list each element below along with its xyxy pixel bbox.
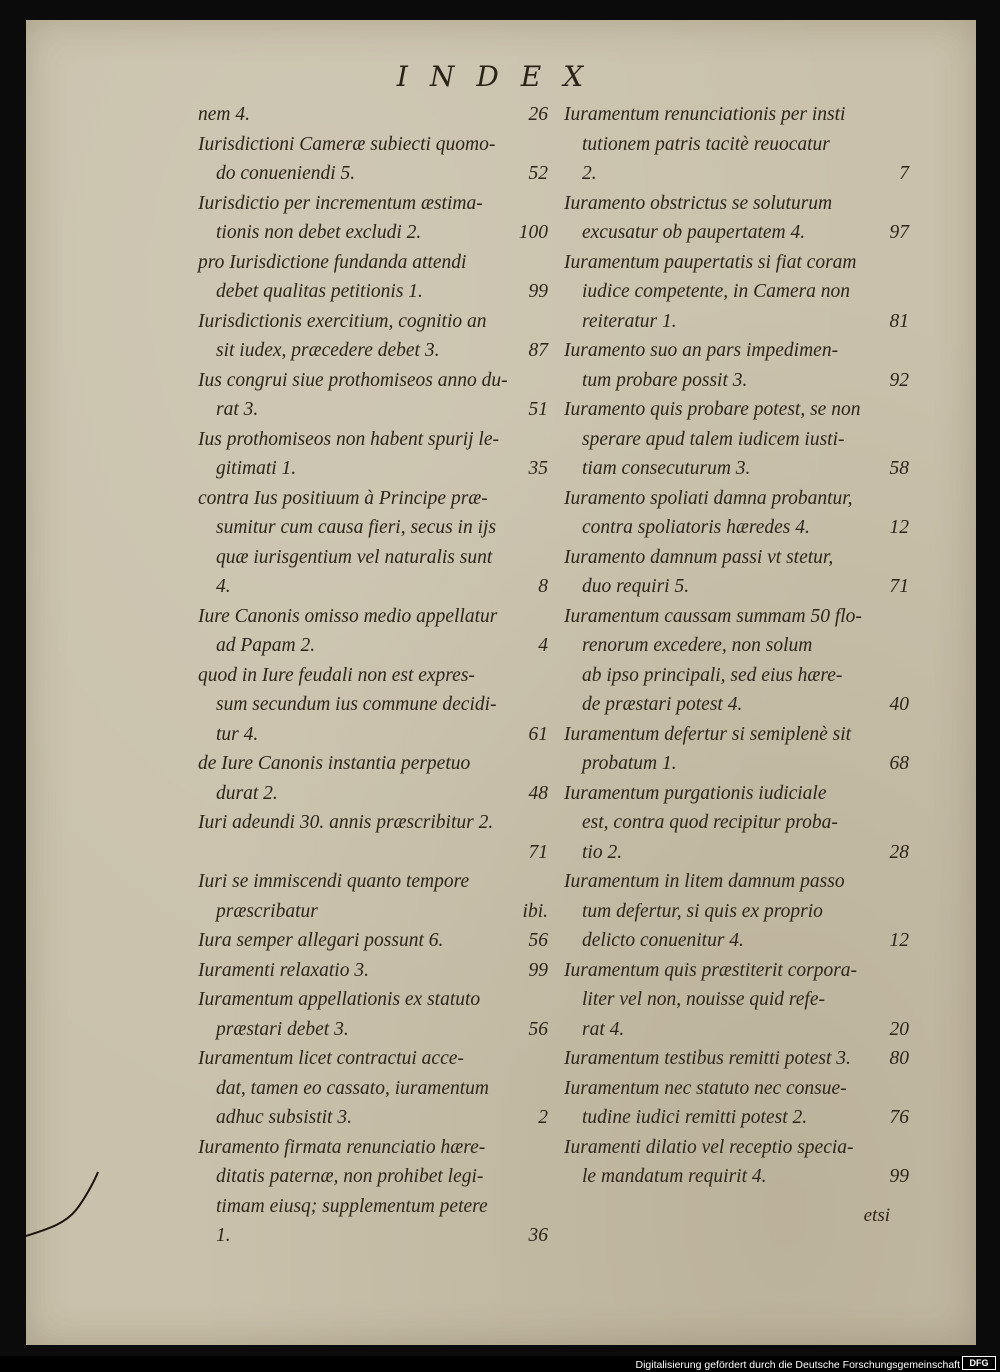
index-entry bbox=[198, 926, 548, 956]
entry-line: Iura semper allegari possunt 6. 56 bbox=[198, 926, 548, 956]
index-entry bbox=[198, 130, 548, 189]
page-reference: 92 bbox=[889, 369, 909, 391]
entry-line: Iuramento suo an pars impedimen- bbox=[564, 340, 839, 361]
entry-line: Iurisdictio per incrementum æstima- bbox=[198, 192, 483, 214]
entry-line: Iuramento obstrictus se soluturum bbox=[564, 192, 833, 214]
entry-line: Iuramenti dilatio vel receptio specia- bbox=[564, 1136, 854, 1158]
entry-line: Iuri adeundi 30. annis præscribitur 2. bbox=[198, 812, 494, 833]
page-reference: 71 bbox=[528, 841, 548, 863]
left-index-column bbox=[198, 100, 548, 1251]
page-reference: 51 bbox=[528, 399, 548, 420]
page-reference: 99 bbox=[889, 1166, 909, 1187]
page-reference: 80 bbox=[889, 1048, 909, 1069]
entry-line: adhuc subsistit 3. 2 bbox=[198, 1103, 548, 1133]
index-entry bbox=[198, 1044, 548, 1133]
entry-line: renorum excedere, non solum bbox=[582, 635, 813, 656]
page-reference: 99 bbox=[528, 959, 548, 981]
page-reference: 68 bbox=[889, 753, 909, 774]
page-reference: 4 bbox=[538, 635, 548, 656]
page-header: INDEX bbox=[396, 60, 606, 93]
entry-line: quæ iurisgentium vel naturalis sunt bbox=[216, 546, 493, 568]
entry-line: Iuramentum appellationis ex statuto bbox=[198, 989, 481, 1010]
entry-line: 4. 8 bbox=[198, 572, 548, 602]
index-entry bbox=[564, 484, 909, 543]
entry-line: contra Ius positiuum à Principe præ- bbox=[198, 487, 488, 509]
index-entry bbox=[198, 749, 548, 808]
entry-line: Iuramentum nec statuto nec consue- bbox=[564, 1077, 847, 1099]
page-reference: 28 bbox=[889, 841, 909, 863]
entry-line: do conueniendi 5. 52 bbox=[198, 159, 548, 189]
entry-line: Ius congrui siue prothomiseos anno du- bbox=[198, 369, 508, 391]
entry-line: tur 4. 61 bbox=[198, 720, 548, 750]
entry-line: tionis non debet excludi 2. 100 bbox=[198, 218, 548, 248]
entry-line: 2. 7 bbox=[564, 159, 909, 189]
index-entry bbox=[564, 779, 909, 868]
page-reference: 48 bbox=[528, 782, 548, 804]
entry-line: de Iure Canonis instantia perpetuo bbox=[198, 753, 471, 774]
ink-stroke-mark bbox=[24, 1170, 104, 1240]
entry-line: tio 2. 28 bbox=[564, 838, 909, 868]
entry-line: sumitur cum causa fieri, secus in ijs bbox=[216, 517, 497, 538]
index-entry bbox=[198, 248, 548, 307]
index-entry bbox=[198, 661, 548, 750]
entry-line: præscribatur ibi. bbox=[198, 897, 548, 927]
page-reference: 58 bbox=[889, 458, 909, 479]
entry-line: le mandatum requirit 4. 99 bbox=[564, 1162, 909, 1192]
index-entry bbox=[564, 1133, 909, 1192]
index-entry bbox=[198, 307, 548, 366]
entry-line: Iurisdictioni Cameræ subiecti quomo- bbox=[198, 133, 496, 155]
entry-line: pro Iurisdictione fundanda attendi bbox=[198, 251, 467, 273]
index-entry bbox=[564, 100, 909, 189]
entry-line: excusatur ob paupertatem 4. 97 bbox=[564, 218, 909, 248]
page-reference: 52 bbox=[528, 163, 548, 184]
entry-line: Iuramentum renunciationis per insti bbox=[564, 104, 846, 125]
entry-line: quod in Iure feudali non est expres- bbox=[198, 664, 475, 686]
entry-line: Iuramentum testibus remitti potest 3. 80 bbox=[564, 1044, 909, 1074]
entry-line: sit iudex, præcedere debet 3. 87 bbox=[198, 336, 548, 366]
entry-line: Ius prothomiseos non habent spurij le- bbox=[198, 428, 499, 450]
entry-line: Iuramentum quis præstiterit corpora- bbox=[564, 959, 858, 981]
entry-line: gitimati 1. 35 bbox=[198, 454, 548, 484]
page-reference: 35 bbox=[528, 458, 548, 479]
page-reference: 12 bbox=[889, 930, 909, 951]
entry-line: Iuramento quis probare potest, se non bbox=[564, 399, 861, 420]
funding-notice: Digitalisierung gefördert durch die Deutsche Forschungsgemeinschaft bbox=[635, 1359, 960, 1371]
entry-line: tudine iudici remitti potest 2. 76 bbox=[564, 1103, 909, 1133]
entry-line: debet qualitas petitionis 1. 99 bbox=[198, 277, 548, 307]
entry-line: timam eiusq; supplementum petere bbox=[216, 1195, 488, 1217]
entry-line: Iuramento spoliati damna probantur, bbox=[564, 487, 853, 509]
entry-line: Iure Canonis omisso medio appellatur bbox=[198, 605, 498, 627]
index-entry bbox=[198, 985, 548, 1044]
entry-line: sperare apud talem iudicem iusti- bbox=[582, 428, 845, 450]
index-entry bbox=[564, 956, 909, 1045]
index-entry bbox=[564, 1074, 909, 1133]
entry-line: rat 3. 51 bbox=[198, 395, 548, 425]
index-entry bbox=[564, 248, 909, 337]
index-entry bbox=[198, 100, 548, 130]
page-reference: 61 bbox=[528, 723, 548, 745]
entry-line: Iuri se immiscendi quanto tempore bbox=[198, 871, 470, 892]
page-reference: 20 bbox=[889, 1018, 909, 1040]
entry-line: Iuramento damnum passi vt stetur, bbox=[564, 546, 834, 568]
page-reference: 99 bbox=[528, 281, 548, 302]
page-reference: 71 bbox=[889, 576, 909, 597]
index-entry bbox=[198, 189, 548, 248]
page-reference: 56 bbox=[528, 930, 548, 951]
page-reference: 76 bbox=[889, 1107, 909, 1128]
entry-line: ditatis paternæ, non prohibet legi- bbox=[216, 1166, 484, 1187]
index-entry bbox=[198, 1133, 548, 1251]
index-entry bbox=[564, 543, 909, 602]
entry-line: dat, tamen eo cassato, iuramentum bbox=[216, 1077, 489, 1099]
page-reference: 56 bbox=[528, 1018, 548, 1040]
index-entry bbox=[564, 1044, 909, 1074]
entry-line: ad Papam 2. 4 bbox=[198, 631, 548, 661]
entry-line: liter vel non, nouisse quid refe- bbox=[582, 989, 825, 1010]
index-entry bbox=[198, 956, 548, 986]
entry-line: probatum 1. 68 bbox=[564, 749, 909, 779]
entry-line: 1. 36 bbox=[198, 1221, 548, 1251]
entry-line: duo requiri 5. 71 bbox=[564, 572, 909, 602]
entry-line: sum secundum ius commune decidi- bbox=[216, 694, 497, 715]
page-reference: 36 bbox=[528, 1225, 548, 1246]
index-entry bbox=[198, 867, 548, 926]
index-entry bbox=[198, 484, 548, 602]
entry-line: contra spoliatoris hæredes 4. 12 bbox=[564, 513, 909, 543]
page-reference: ibi. bbox=[522, 900, 548, 922]
entry-line: Iuramentum defertur si semiplenè sit bbox=[564, 723, 852, 745]
entry-line: tum defertur, si quis ex proprio bbox=[582, 900, 823, 922]
entry-line: præstari debet 3. 56 bbox=[198, 1015, 548, 1045]
index-entry bbox=[198, 602, 548, 661]
entry-line: Iuramentum caussam summam 50 flo- bbox=[564, 605, 862, 627]
entry-line: Iuramentum purgationis iudiciale bbox=[564, 782, 827, 804]
entry-line: tiam consecuturum 3. 58 bbox=[564, 454, 909, 484]
entry-line: delicto conuenitur 4. 12 bbox=[564, 926, 909, 956]
index-entry bbox=[564, 720, 909, 779]
index-entry bbox=[564, 395, 909, 484]
page-reference: 2 bbox=[538, 1107, 548, 1128]
entry-line: tum probare possit 3. 92 bbox=[564, 366, 909, 396]
page-reference: 40 bbox=[889, 694, 909, 715]
page-reference: 7 bbox=[899, 163, 909, 184]
entry-line: Iuramento firmata renunciatio hære- bbox=[198, 1136, 486, 1158]
index-entry bbox=[564, 189, 909, 248]
index-entry bbox=[198, 425, 548, 484]
index-entry bbox=[564, 867, 909, 956]
entry-line bbox=[198, 838, 548, 868]
page-reference: 26 bbox=[528, 104, 548, 125]
index-entry bbox=[564, 336, 909, 395]
book-page bbox=[26, 20, 976, 1345]
entry-line: durat 2. 48 bbox=[198, 779, 548, 809]
entry-line: reiteratur 1. 81 bbox=[564, 307, 909, 337]
entry-line: est, contra quod recipitur proba- bbox=[582, 812, 838, 833]
entry-line: de præstari potest 4. 40 bbox=[564, 690, 909, 720]
page-reference: 8 bbox=[538, 576, 548, 597]
entry-line: Iuramentum licet contractui acce- bbox=[198, 1048, 464, 1069]
index-entry bbox=[198, 808, 548, 838]
entry-line: Iuramentum paupertatis si fiat coram bbox=[564, 251, 857, 273]
dfg-logo: DFG bbox=[962, 1356, 996, 1370]
entry-line: rat 4. 20 bbox=[564, 1015, 909, 1045]
index-entry bbox=[564, 602, 909, 720]
page-reference: 100 bbox=[518, 222, 548, 243]
entry-line: Iuramenti relaxatio 3. 99 bbox=[198, 956, 548, 986]
footer-bar bbox=[0, 1356, 1000, 1372]
page-reference: 81 bbox=[889, 310, 909, 332]
catchword: etsi bbox=[863, 1205, 890, 1226]
entry-line: Iurisdictionis exercitium, cognitio an bbox=[198, 310, 487, 332]
page-reference: 87 bbox=[528, 340, 548, 361]
page-reference: 12 bbox=[889, 517, 909, 538]
page-reference: 97 bbox=[889, 222, 909, 243]
entry-line: Iuramentum in litem damnum passo bbox=[564, 871, 845, 892]
entry-line: ab ipso principali, sed eius hære- bbox=[582, 664, 843, 686]
entry-line: nem 4. 26 bbox=[198, 100, 548, 130]
entry-line: tutionem patris tacitè reuocatur bbox=[582, 133, 830, 155]
right-index-column bbox=[564, 100, 909, 1192]
index-entry bbox=[198, 366, 548, 425]
entry-line: iudice competente, in Camera non bbox=[582, 281, 851, 302]
index-entry bbox=[198, 838, 548, 868]
